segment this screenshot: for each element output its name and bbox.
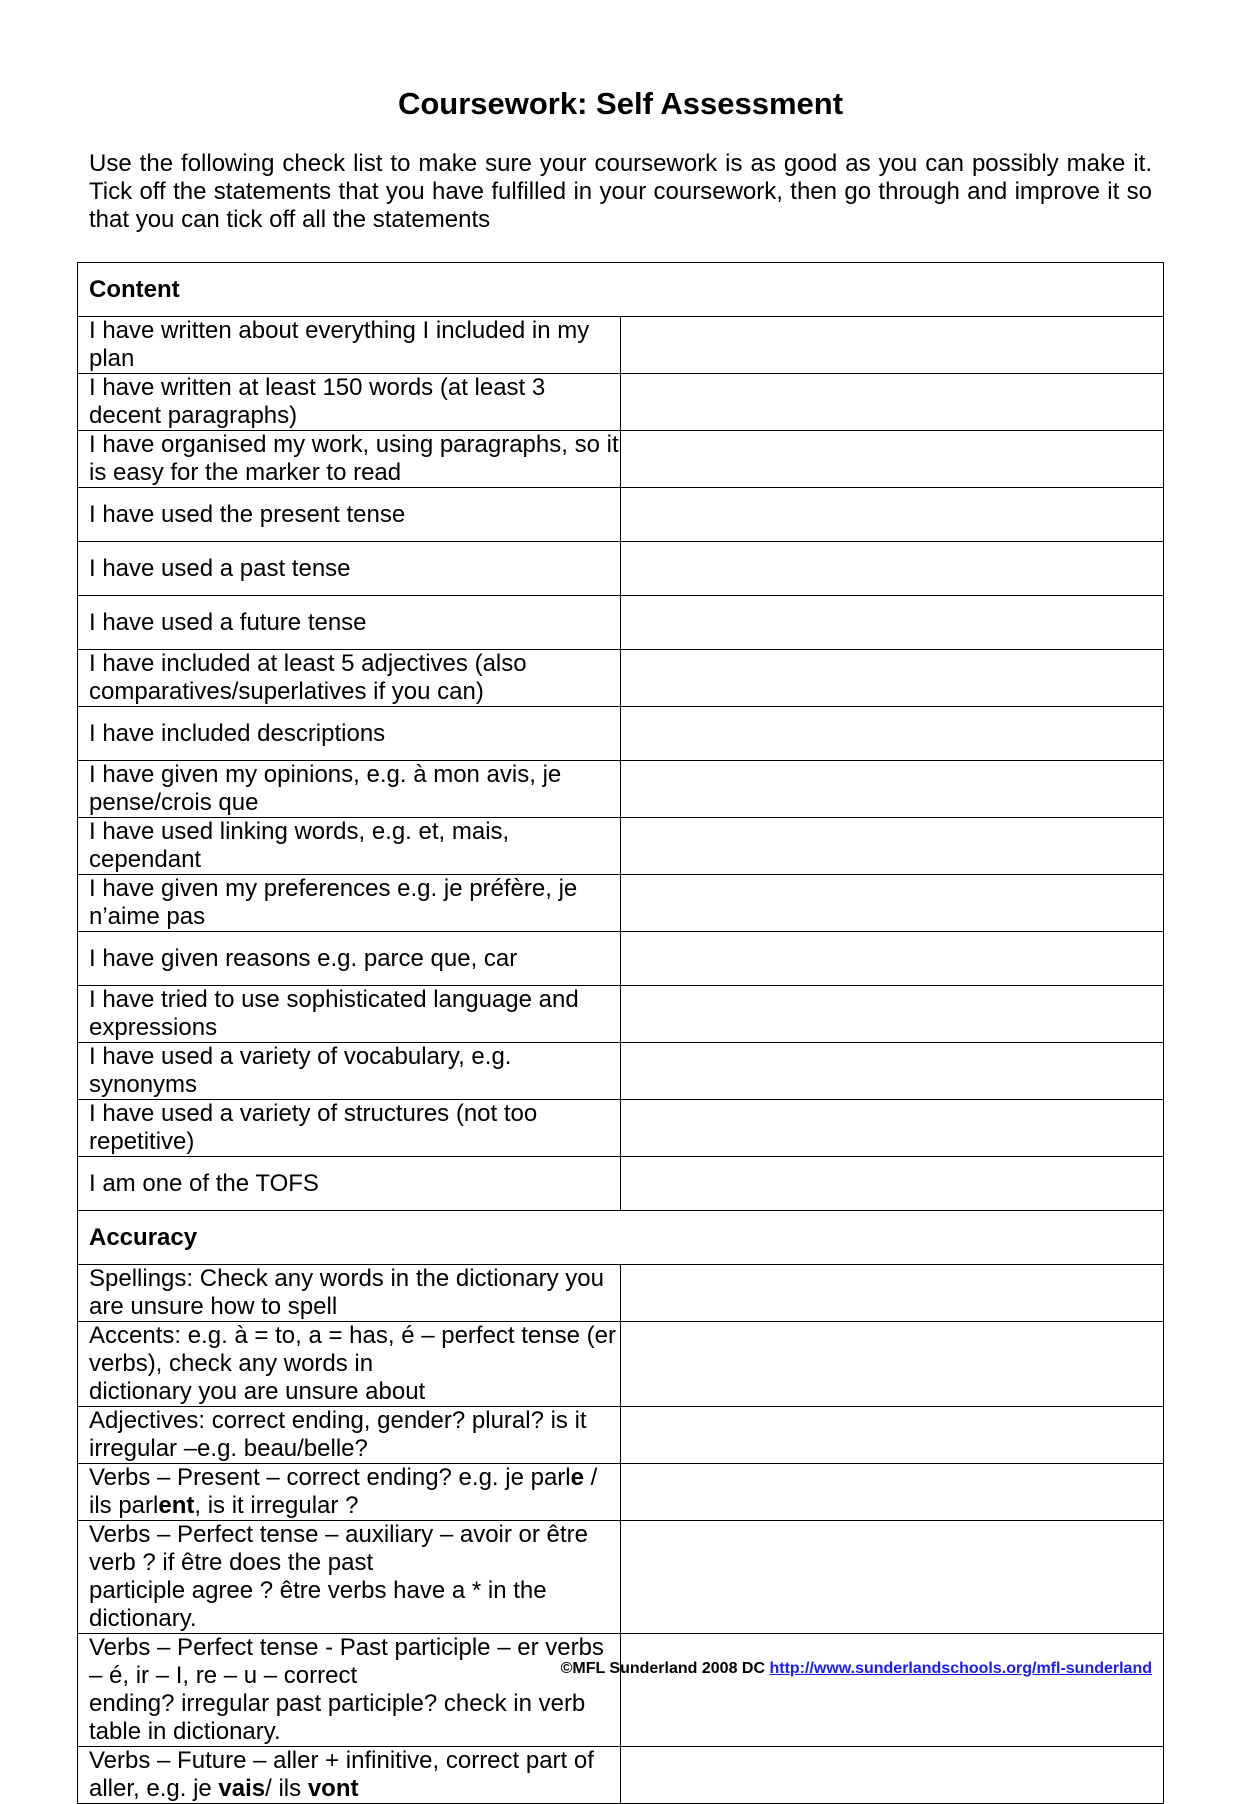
- checklist-row: [78, 1634, 1164, 1747]
- checklist-row: [78, 818, 1164, 875]
- checklist-statement: [78, 1634, 621, 1747]
- tick-box[interactable]: [621, 1322, 1164, 1407]
- checklist-statement: I have included at least 5 adjectives (also comparatives/superlatives if you can): [78, 650, 621, 707]
- page-title: Coursework: Self Assessment: [397, 86, 844, 121]
- tick-box[interactable]: [621, 1634, 1164, 1747]
- content-heading: Content: [78, 263, 1164, 317]
- section-heading-content: [78, 263, 1164, 317]
- tick-box[interactable]: [621, 1043, 1164, 1100]
- checklist-row: [78, 1157, 1164, 1211]
- statement-line: Accents: e.g. à = to, a = has, é – perfect tense (er verbs), check any words in: [89, 1322, 616, 1377]
- tick-box[interactable]: [621, 1100, 1164, 1157]
- statement-line: participle agree ? être verbs have a * in the dictionary.: [89, 1577, 547, 1632]
- checklist-statement: Spellings: Check any words in the dictionary you are unsure how to spell: [78, 1265, 621, 1322]
- tick-box[interactable]: [621, 650, 1164, 707]
- tick-box[interactable]: [621, 542, 1164, 596]
- tick-box[interactable]: [621, 875, 1164, 932]
- statement-line: dictionary you are unsure about: [89, 1378, 426, 1405]
- footer-credit: ©MFL Sunderland 2008 DC: [560, 1660, 770, 1677]
- checklist-row: [78, 374, 1164, 431]
- checklist-statement: I have used a variety of structures (not too repetitive): [78, 1100, 621, 1157]
- tick-box[interactable]: [621, 1407, 1164, 1464]
- checklist-row: [78, 488, 1164, 542]
- checklist-row: [78, 542, 1164, 596]
- checklist-row: [78, 707, 1164, 761]
- statement-text: / ils parl: [89, 1464, 598, 1519]
- statement-text: Verbs – Future – aller + infinitive, correct part of aller, e.g. je: [89, 1747, 594, 1802]
- checklist-statement: [78, 1464, 621, 1521]
- checklist-row: [78, 1747, 1164, 1804]
- statement-line: ending? irregular past participle? check in verb table in dictionary.: [89, 1690, 586, 1745]
- intro-paragraph: Use the following check list to make sure your coursework is as good as you can possibly make it. Tick off the statements that you have fulfilled in your coursework, then go through and improve it so that you can tick off all the statements: [89, 150, 1152, 233]
- checklist-statement: I have given reasons e.g. parce que, car: [78, 932, 621, 986]
- checklist-statement: I have tried to use sophisticated language and expressions: [78, 986, 621, 1043]
- statement-text: Verbs – Present – correct ending? e.g. je parl: [89, 1464, 571, 1491]
- tick-box[interactable]: [621, 932, 1164, 986]
- statement-text: / ils: [265, 1775, 308, 1802]
- tick-box[interactable]: [621, 1521, 1164, 1634]
- checklist-row: [78, 986, 1164, 1043]
- checklist-row: [78, 1521, 1164, 1634]
- emphasis: vais: [218, 1775, 266, 1802]
- checklist-statement: I have given my opinions, e.g. à mon avis, je pense/crois que: [78, 761, 621, 818]
- tick-box[interactable]: [621, 761, 1164, 818]
- tick-box[interactable]: [621, 707, 1164, 761]
- section-heading-accuracy: [78, 1211, 1164, 1265]
- tick-box[interactable]: [621, 1464, 1164, 1521]
- checklist-statement: I have given my preferences e.g. je préfère, je n’aime pas: [78, 875, 621, 932]
- checklist-row: [78, 761, 1164, 818]
- checklist-statement: I have used linking words, e.g. et, mais, cependant: [78, 818, 621, 875]
- checklist-row: [78, 1265, 1164, 1322]
- checklist-statement: I am one of the TOFS: [78, 1157, 621, 1211]
- checklist-row: [78, 932, 1164, 986]
- footer: [561, 1660, 1152, 1678]
- footer-link[interactable]: http://www.sunderlandschools.org/mfl-sunderland: [769, 1660, 1152, 1677]
- tick-box[interactable]: [621, 488, 1164, 542]
- checklist-statement: I have used the present tense: [78, 488, 621, 542]
- checklist-row: [78, 596, 1164, 650]
- checklist-statement: I have used a variety of vocabulary, e.g. synonyms: [78, 1043, 621, 1100]
- checklist-row: [78, 317, 1164, 374]
- accuracy-heading: Accuracy: [78, 1211, 1164, 1265]
- statement-line: Verbs – Perfect tense - Past participle – er verbs – é, ir – I, re – u – correct: [89, 1634, 604, 1689]
- checklist-row: [78, 1464, 1164, 1521]
- tick-box[interactable]: [621, 1265, 1164, 1322]
- emphasis: vont: [307, 1775, 359, 1802]
- checklist-row: [78, 1100, 1164, 1157]
- statement-line: Verbs – Perfect tense – auxiliary – avoir or être verb ? if être does the past: [89, 1521, 588, 1576]
- checklist-statement: I have used a past tense: [78, 542, 621, 596]
- checklist-statement: Adjectives: correct ending, gender? plural? is it irregular –e.g. beau/belle?: [78, 1407, 621, 1464]
- checklist-statement: [78, 1521, 621, 1634]
- emphasis: ent: [158, 1492, 195, 1519]
- checklist-row: [78, 1322, 1164, 1407]
- tick-box[interactable]: [621, 1747, 1164, 1804]
- checklist-statement: I have used a future tense: [78, 596, 621, 650]
- tick-box[interactable]: [621, 431, 1164, 488]
- tick-box[interactable]: [621, 986, 1164, 1043]
- checklist-row: [78, 650, 1164, 707]
- tick-box[interactable]: [621, 1157, 1164, 1211]
- statement-text: , is it irregular ?: [194, 1492, 359, 1519]
- emphasis: e: [570, 1464, 584, 1491]
- checklist-row: [78, 875, 1164, 932]
- checklist-row: [78, 1043, 1164, 1100]
- checklist-statement: I have included descriptions: [78, 707, 621, 761]
- self-assessment-checklist: [77, 262, 1164, 1804]
- checklist-statement: I have written about everything I included in my plan: [78, 317, 621, 374]
- checklist-statement: I have organised my work, using paragraphs, so it is easy for the marker to read: [78, 431, 621, 488]
- tick-box[interactable]: [621, 596, 1164, 650]
- tick-box[interactable]: [621, 317, 1164, 374]
- checklist-statement: [78, 1322, 621, 1407]
- checklist-row: [78, 431, 1164, 488]
- checklist-statement: [78, 1747, 621, 1804]
- tick-box[interactable]: [621, 374, 1164, 431]
- checklist-row: [78, 1407, 1164, 1464]
- tick-box[interactable]: [621, 818, 1164, 875]
- checklist-statement: I have written at least 150 words (at least 3 decent paragraphs): [78, 374, 621, 431]
